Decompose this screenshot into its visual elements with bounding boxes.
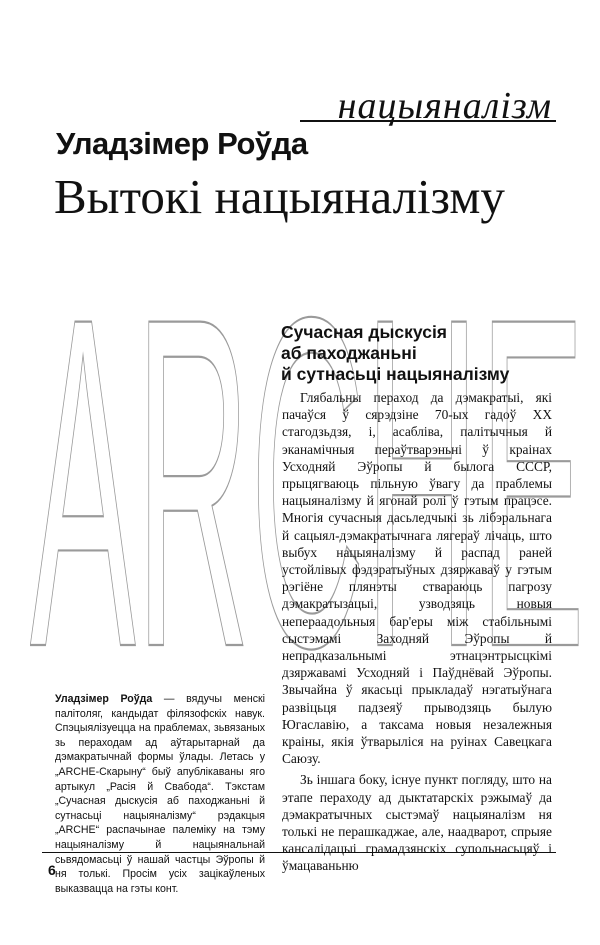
subheading-line: Сучасная дыскусія [281, 322, 448, 342]
body-paragraph: Глябальны пераход да дэмакратыі, які пачаўся ў сярэдзіне 70-ых гадоў ХХ стагодзьдзя, і, асабліва, палітычныя й эканамічныя пераўтварэньні ў краінах Усходняй Эўропы й былога СССР, прыцягваюць пільную ўвагу да праблемы нацыяналізму й ягонай ролі ў гэтым працэсе. Многія сучасныя дасьледчыкі зь лібэральнага й сацыял-дэмакратычнага лягераў лічаць, што выбух нацыяналізму й распад раней устойлівых фэдэратыўных дзяржаваў у гэтым рэгіёне плянэты ствараюць пагрозу дэмакратызацыі, узводзяць новыя непераадольныя бар'еры між стабільнымі сыстэмамі Заходняй Эўропы й непрадказальнымі этнацэнтрысцкімі дзяржавамі Усходняй і Паўднёвай Эўропы. Звычайна ў якасьці прыкладаў нэгатыўнага развіцьця падзеяў прыводзяць былую Югаславію, а таксама новыя незалежныя краіны, якія ўтварыліся на руінах Савецкага Саюзу. [282, 390, 552, 767]
footer-rule [42, 852, 556, 853]
subheading-line: аб паходжаньні [281, 343, 417, 363]
author-bio [55, 692, 265, 896]
author-name: Уладзімер Роўда [56, 126, 308, 161]
page-number: 6 [48, 862, 56, 878]
subheading-line: й сутнасьці нацыяналізму [281, 364, 510, 384]
article-body [282, 389, 552, 875]
section-rule [300, 120, 556, 122]
article-subheading [281, 322, 551, 385]
arche-watermark-text: ARCHE [30, 240, 585, 660]
article-title: Вытокі нацыяналізму [54, 169, 505, 224]
section-label: нацыяналізм [337, 85, 552, 127]
body-paragraph: Зь іншага боку, існуе пункт погляду, што на этапе пераходу ад дыктатарскіх рэжымаў да дэмакратычных сыстэмаў нацыяналізм ня толькі не перашкаджае, але, наадварот, спрыяе кансалідацыі грамадзянскіх супольнасьцяў і ўмацаваньню [282, 772, 552, 874]
bio-text: — вядучы менскі палітоляг, кандыдат філязофскіх навук. Спэцыялізуецца на праблемах, зьвязаных зь пераходам ад аўтарытарнай да дэмакратычнай формы ўлады. Летась у „ARCHE-Скарыну“ быў апублікаваны яго артыкул „Расія й Свабода“. Тэкстам „Сучасная дыскусія аб паходжаньні й сутнасьці нацыяналізму“ рэдакцыя „ARCHE“ распачынае палеміку на тэму нацыяналізму й нацыянальнай сьвядомасьці ў нашай частцы Эўропы й ня толькі. Просім усіх зацікаўленых выказвацца на гэты конт. [55, 693, 265, 895]
bio-author-name: Уладзімер Роўда [55, 693, 153, 705]
